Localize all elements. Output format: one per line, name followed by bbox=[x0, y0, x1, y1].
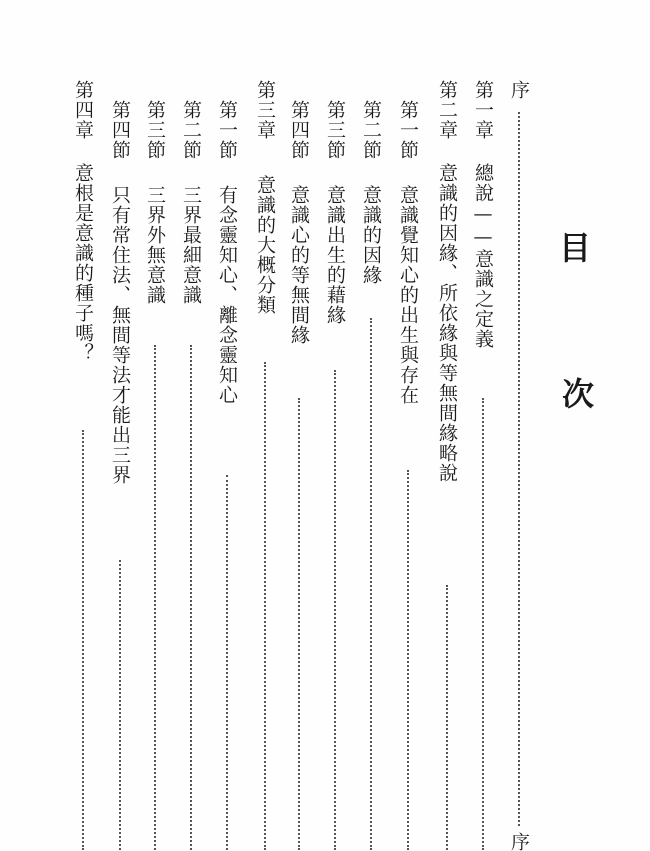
toc-entry-label: 第三節 bbox=[144, 100, 166, 160]
toc-entry-title: 意識心的等無間緣 bbox=[288, 185, 310, 345]
toc-entry-chapter-3-section-4[interactable] bbox=[107, 0, 133, 850]
dot-leader bbox=[82, 430, 84, 850]
toc-entry-chapter-3[interactable] bbox=[252, 0, 278, 850]
toc-entry-title: 三界外無意識 bbox=[144, 185, 166, 305]
toc-entry-label: 第一節 bbox=[216, 100, 238, 160]
dot-leader bbox=[518, 112, 520, 826]
toc-entry-chapter-3-section-3[interactable] bbox=[142, 0, 168, 850]
toc-entry-label: 第一節 bbox=[397, 100, 419, 160]
toc-entry-chapter-3-section-1[interactable] bbox=[214, 0, 240, 850]
toc-entry-title: 總說——意識之定義 bbox=[472, 163, 494, 349]
toc-entry-title: 意識的大概分類 bbox=[254, 175, 276, 315]
toc-entry-title: 三界最細意識 bbox=[180, 185, 202, 305]
toc-entry-title: 意識覺知心的出生與存在 bbox=[397, 185, 419, 405]
dot-leader bbox=[334, 370, 336, 850]
toc-page-number: 序 bbox=[508, 832, 530, 851]
dot-leader bbox=[154, 345, 156, 850]
toc-entry-label: 第二節 bbox=[180, 100, 202, 160]
toc-entry-chapter-3-section-2[interactable] bbox=[178, 0, 204, 850]
toc-title-char-1: 目 bbox=[559, 229, 592, 267]
dot-leader bbox=[226, 475, 228, 850]
dot-leader bbox=[370, 318, 372, 850]
toc-entry-label: 序 bbox=[508, 80, 530, 100]
toc-entry-chapter-2[interactable] bbox=[434, 0, 460, 850]
toc-entry-label: 第二節 bbox=[360, 100, 382, 160]
dot-leader bbox=[119, 560, 121, 850]
toc-entry-label: 第二章 bbox=[436, 80, 458, 140]
dot-leader bbox=[264, 362, 266, 850]
toc-entry-label: 第一章 bbox=[472, 80, 494, 140]
toc-entry-title: 意根是意識的種子嗎？ bbox=[72, 163, 94, 363]
toc-entry-chapter-2-section-1[interactable] bbox=[395, 0, 421, 850]
toc-entry-chapter-2-section-2[interactable] bbox=[358, 0, 384, 850]
toc-entry-title: 意識的因緣、所依緣與等無間緣略說 bbox=[436, 163, 458, 483]
dot-leader bbox=[407, 470, 409, 850]
toc-entry-title: 只有常住法、無間等法才能出三界 bbox=[109, 185, 131, 485]
toc-entry-title: 有念靈知心、離念靈知心 bbox=[216, 185, 238, 405]
dot-leader bbox=[446, 585, 448, 850]
toc-entry-chapter-2-section-3[interactable] bbox=[322, 0, 348, 850]
toc-entry-preface[interactable] bbox=[506, 0, 532, 850]
toc-entry-label: 第四章 bbox=[72, 80, 94, 140]
toc-entry-title: 意識出生的藉緣 bbox=[324, 185, 346, 325]
toc-entry-chapter-4[interactable] bbox=[70, 0, 96, 850]
dot-leader bbox=[298, 398, 300, 850]
dot-leader bbox=[190, 345, 192, 850]
toc-title-char-2: 次 bbox=[562, 375, 595, 413]
toc-entry-chapter-2-section-4[interactable] bbox=[286, 0, 312, 850]
toc-entry-chapter-1[interactable] bbox=[470, 0, 496, 850]
toc-entry-label: 第三章 bbox=[254, 80, 276, 140]
dot-leader bbox=[482, 398, 484, 850]
toc-entry-label: 第四節 bbox=[109, 100, 131, 160]
toc-entry-label: 第三節 bbox=[324, 100, 346, 160]
toc-entry-title: 意識的因緣 bbox=[360, 185, 382, 285]
toc-entry-label: 第四節 bbox=[288, 100, 310, 160]
